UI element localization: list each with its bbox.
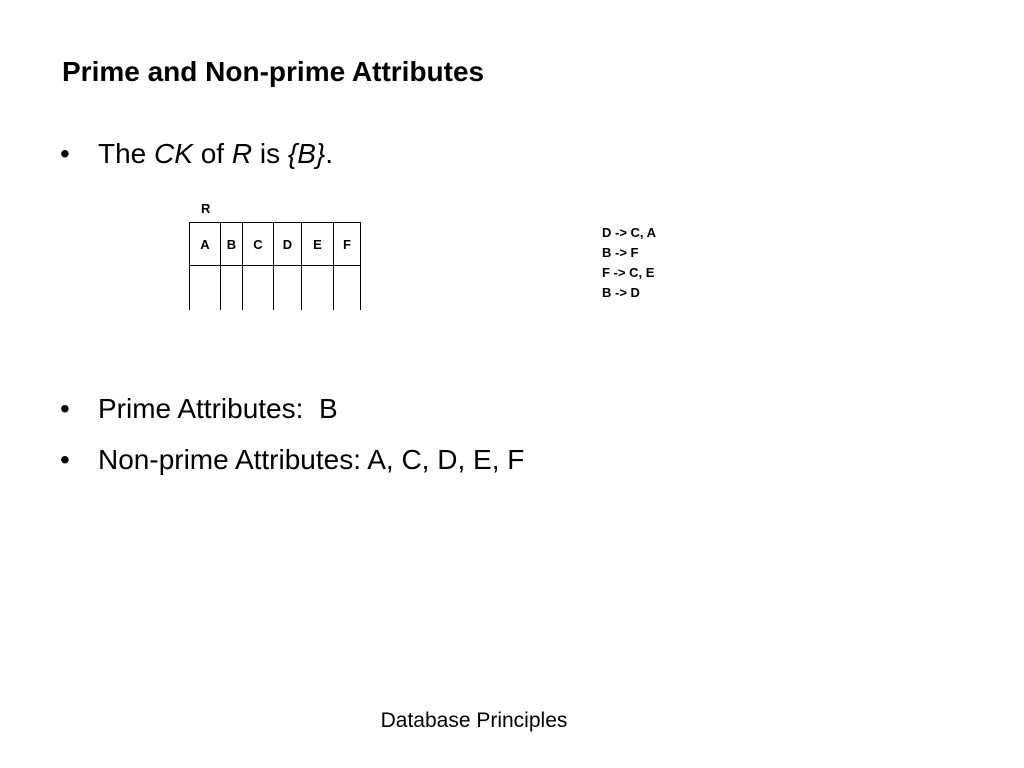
bullet-text: Non-prime Attributes: A, C, D, E, F	[98, 444, 525, 475]
relation-table	[189, 222, 361, 310]
bullet-text-of: of	[192, 138, 232, 169]
bullet-text-key-set: {B}	[287, 138, 326, 169]
relation-column-c	[242, 223, 273, 310]
functional-dependencies	[602, 223, 656, 303]
bullet-dot: •	[60, 393, 70, 424]
column-header: C	[243, 223, 273, 266]
relation-column-b	[220, 223, 242, 310]
relation-column-f	[333, 223, 361, 310]
column-header: D	[274, 223, 301, 266]
bullet-non-prime-attributes	[60, 443, 524, 477]
bullet-dot: •	[60, 444, 70, 475]
fd-line: B -> F	[602, 245, 639, 260]
fd-line: F -> C, E	[602, 265, 655, 280]
fd-line: B -> D	[602, 285, 640, 300]
column-header: B	[221, 223, 242, 266]
column-header: A	[190, 223, 220, 266]
column-header: E	[302, 223, 333, 266]
fd-line: D -> C, A	[602, 225, 657, 240]
bullet-text-r: R	[231, 138, 253, 169]
relation-column-e	[301, 223, 333, 310]
relation-column-d	[273, 223, 301, 310]
bullet-dot: •	[60, 138, 70, 169]
column-header: F	[334, 223, 360, 266]
bullet-text: Prime Attributes: B	[98, 393, 338, 424]
relation-name: R	[201, 201, 211, 216]
relation-column-a	[189, 223, 220, 310]
slide-title: Prime and Non-prime Attributes	[62, 56, 485, 87]
bullet-text-the: The	[98, 138, 155, 169]
bullet-text-ck: CK	[154, 138, 193, 169]
bullet-text-is: is	[252, 138, 288, 169]
footer: Database Principles	[380, 709, 568, 732]
bullet-text-period: .	[325, 138, 334, 169]
bullet-prime-attributes	[60, 392, 338, 426]
bullet-candidate-key	[60, 137, 333, 171]
